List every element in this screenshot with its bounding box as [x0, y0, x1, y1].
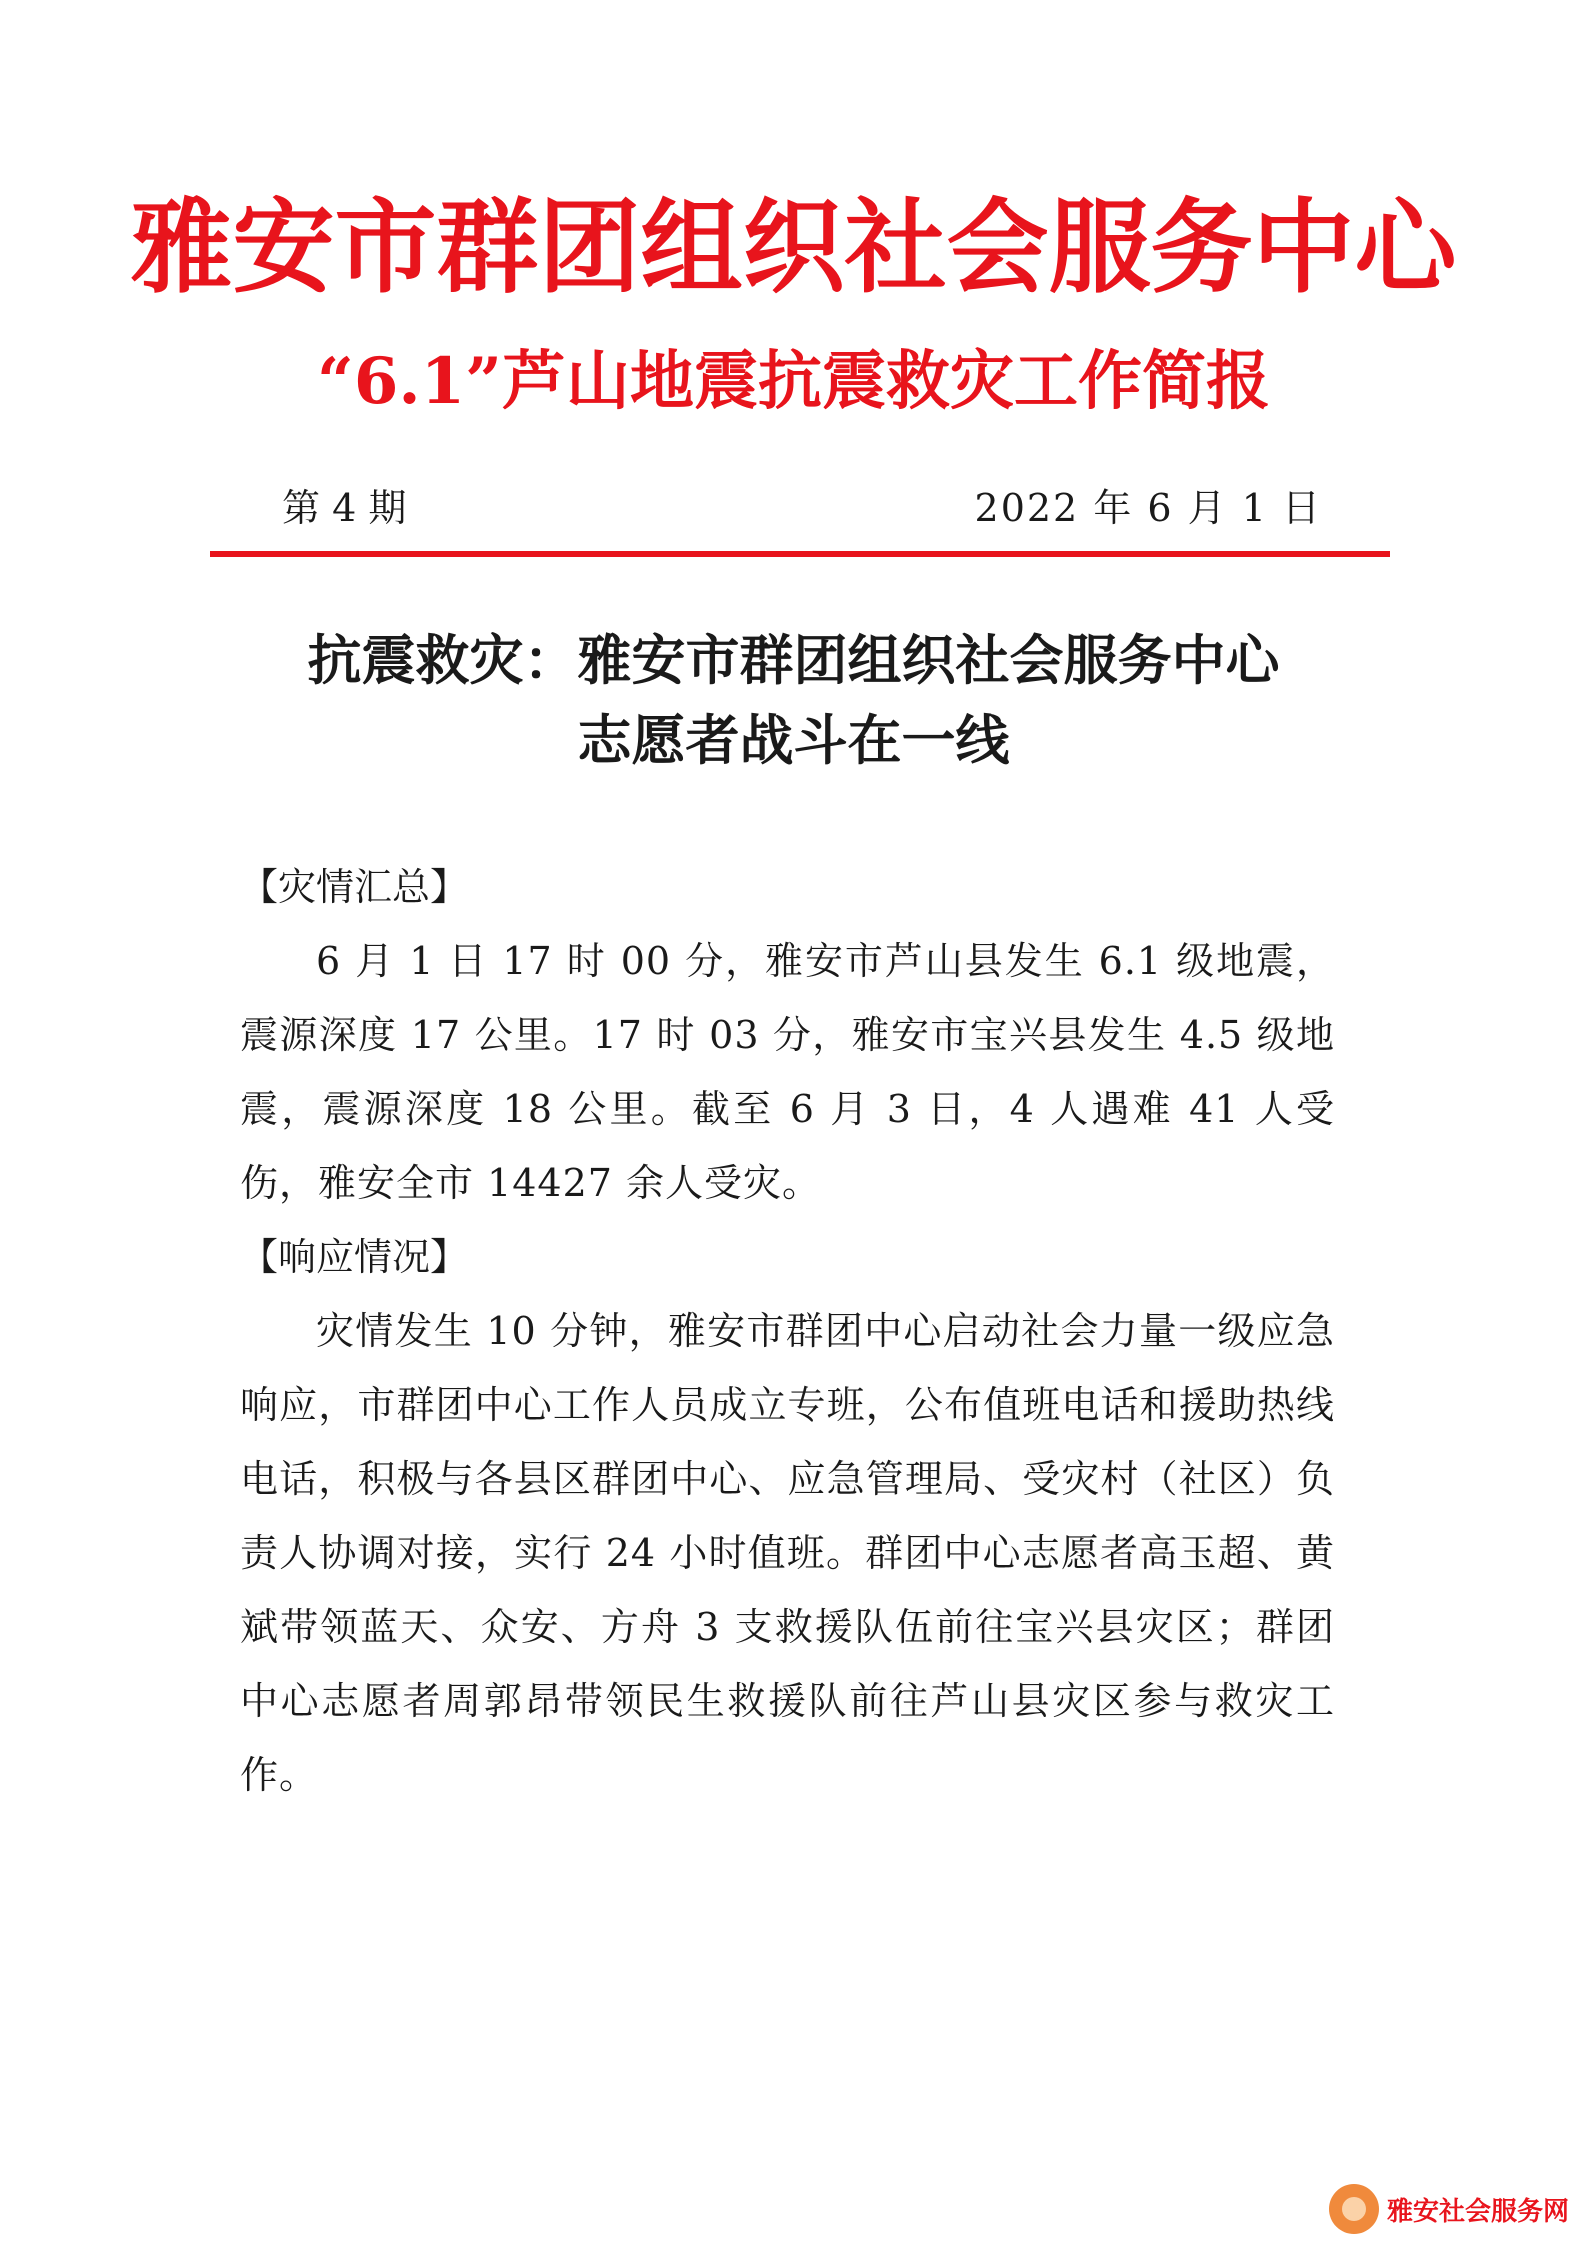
- section-heading-response: 【响应情况】: [240, 1235, 469, 1279]
- issue-date-row: [282, 478, 1322, 538]
- site-logo-icon: [1329, 2184, 1379, 2234]
- header-divider: [210, 551, 1390, 557]
- article-title-line-1: 抗震救灾：雅安市群团组织社会服务中心: [307, 628, 1280, 692]
- paragraph-response: 灾情发生 10 分钟，雅安市群团中心启动社会力量一级应急响应，市群团中心工作人员成立专班，公布值班电话和援助热线电话，积极与各县区群团中心、应急管理局、受灾村（社区）负责人协调对接，实行 24 小时值班。群团中心志愿者高玉超、黄斌带领蓝天、众安、方舟 3 支救援队伍前往宝兴县灾区；群团中心志愿者周郭昂带领民生救援队前往芦山县灾区参与救灾工作。: [240, 1309, 1335, 1797]
- site-watermark: [1329, 2181, 1569, 2237]
- article-title: [0, 620, 1587, 780]
- issue-date: 2022 年 6 月 1 日: [974, 486, 1322, 530]
- article-title-line-2: 志愿者战斗在一线: [577, 708, 1010, 772]
- section-heading-disaster-summary: 【灾情汇总】: [240, 865, 469, 909]
- organization-title: 雅安市群团组织社会服务中心: [130, 188, 1457, 308]
- article-body: [240, 850, 1335, 1812]
- issue-number: 第 4 期: [282, 486, 407, 530]
- watermark-text: 雅安社会服务网: [1386, 2196, 1569, 2227]
- bulletin-title: “6.1”芦山地震抗震救灾工作简报: [317, 344, 1270, 419]
- paragraph-disaster-summary: 6 月 1 日 17 时 00 分，雅安市芦山县发生 6.1 级地震，震源深度 17 公里。17 时 03 分，雅安市宝兴县发生 4.5 级地震，震源深度 18 公里。截至 6 月 3 日，4 人遇难 41 人受伤，雅安全市 14427 余人受灾。: [240, 939, 1335, 1205]
